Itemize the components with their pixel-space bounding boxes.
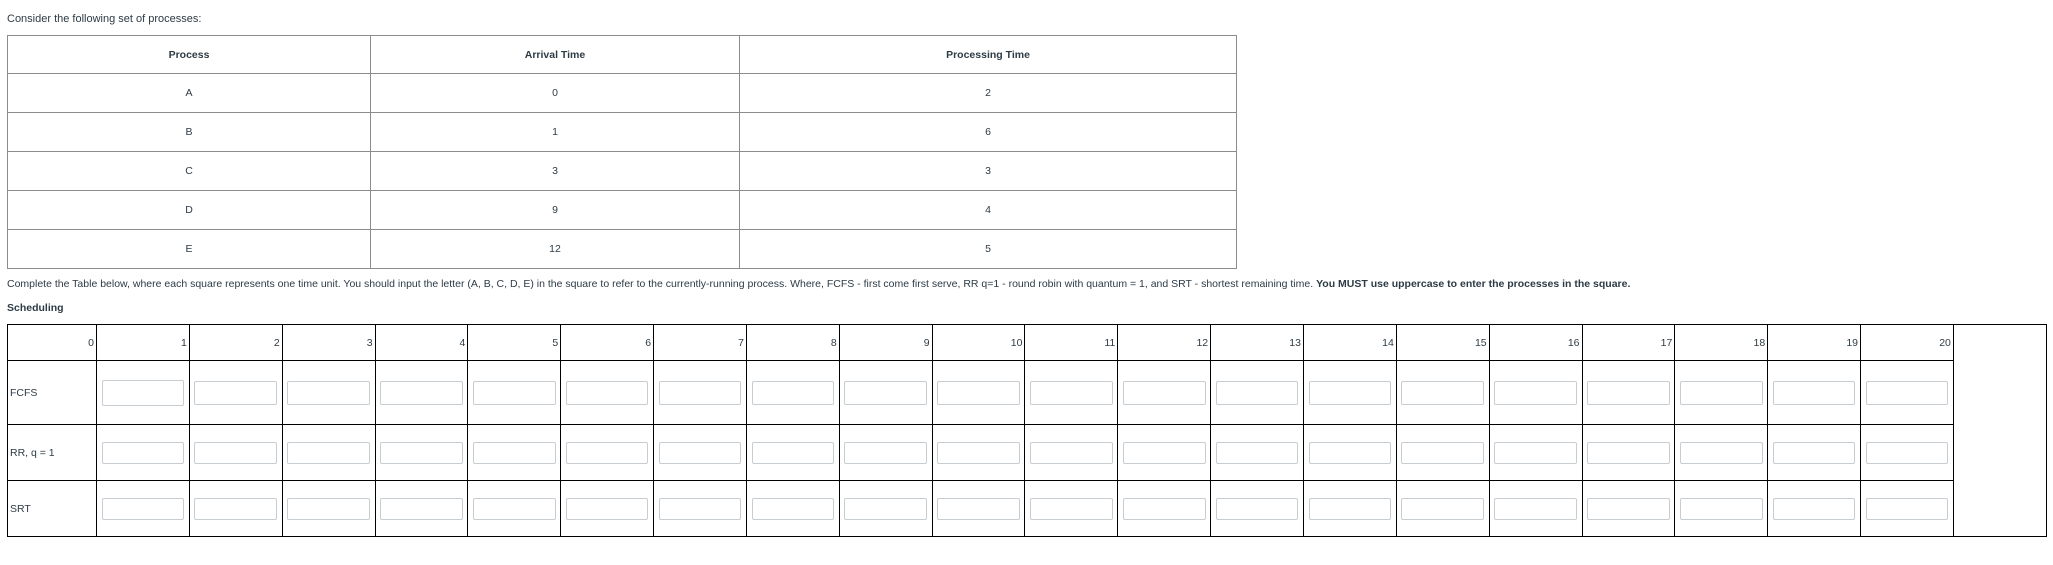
schedule-input[interactable] [1123,442,1206,464]
schedule-input[interactable] [1587,381,1670,405]
schedule-input[interactable] [1494,381,1577,405]
time-mark-19: 19 [1768,325,1861,361]
time-mark-7: 7 [654,325,747,361]
time-mark-4: 4 [375,325,468,361]
schedule-input[interactable] [102,380,185,406]
time-mark-18: 18 [1675,325,1768,361]
schedule-input[interactable] [844,442,927,464]
process-name: E [8,230,371,269]
process-name: C [8,152,371,191]
schedule-input[interactable] [844,381,927,405]
schedule-input[interactable] [1216,442,1299,464]
schedule-input[interactable] [752,381,835,405]
schedule-cell [839,425,932,481]
schedule-cell [1582,361,1675,425]
time-mark-11: 11 [1025,325,1118,361]
schedule-input[interactable] [194,498,277,520]
schedule-input[interactable] [1587,442,1670,464]
schedule-input[interactable] [380,381,463,405]
schedule-cell [1861,481,1954,537]
schedule-input[interactable] [1494,498,1577,520]
time-mark-13: 13 [1211,325,1304,361]
table-row [8,230,1237,269]
time-mark-2: 2 [189,325,282,361]
schedule-input[interactable] [1866,498,1949,520]
time-mark-15: 15 [1396,325,1489,361]
schedule-input[interactable] [1309,498,1392,520]
time-mark-12: 12 [1118,325,1211,361]
schedule-row-srt [8,481,2047,537]
schedule-input[interactable] [473,381,556,405]
time-mark-3: 3 [282,325,375,361]
schedule-cell [468,361,561,425]
header-arrival-time: Arrival Time [371,36,740,74]
schedule-input[interactable] [1030,442,1113,464]
schedule-cell [932,361,1025,425]
schedule-cell [282,425,375,481]
schedule-input[interactable] [287,381,370,405]
time-mark-1: 1 [97,325,190,361]
schedule-cell [932,481,1025,537]
schedule-cell [189,425,282,481]
schedule-input[interactable] [937,498,1020,520]
schedule-input[interactable] [380,442,463,464]
schedule-cell [1118,481,1211,537]
schedule-input[interactable] [102,442,185,464]
schedule-cell [746,425,839,481]
processing-time: 2 [740,74,1237,113]
time-mark-17: 17 [1582,325,1675,361]
scheduling-grid [7,324,2047,537]
schedule-cell [468,425,561,481]
schedule-input[interactable] [1680,442,1763,464]
instructions-body: Complete the Table below, where each square represents one time unit. You should input the letter (A, B, C, D, E) in the square to refer to the currently-running process. Where, FCFS - first come first serve, RR q=1 - round robin with quantum = 1, and SRT - shortest remaining time. [7,278,1314,290]
schedule-input[interactable] [1216,498,1299,520]
schedule-cell [654,481,747,537]
schedule-input[interactable] [752,442,835,464]
schedule-cell [97,425,190,481]
schedule-cell [189,481,282,537]
arrival-time: 12 [371,230,740,269]
schedule-cell [1211,481,1304,537]
header-process: Process [8,36,371,74]
time-mark-20: 20 [1861,325,1954,361]
time-mark-9: 9 [839,325,932,361]
schedule-cell [1489,361,1582,425]
schedule-input[interactable] [566,381,649,405]
schedule-cell [375,481,468,537]
instructions-text [7,278,1630,290]
instructions-emphasis: You MUST use uppercase to enter the processes in the square. [1316,278,1631,290]
arrival-time: 3 [371,152,740,191]
schedule-cell [1025,481,1118,537]
time-mark-16: 16 [1489,325,1582,361]
schedule-cell [1768,361,1861,425]
schedule-cell [1025,425,1118,481]
schedule-input[interactable] [1773,442,1856,464]
processing-time: 3 [740,152,1237,191]
schedule-input[interactable] [287,442,370,464]
process-table [7,35,1237,269]
schedule-input[interactable] [194,442,277,464]
schedule-input[interactable] [194,381,277,405]
schedule-input[interactable] [1401,498,1484,520]
schedule-input[interactable] [1309,381,1392,405]
schedule-cell [1582,425,1675,481]
schedule-input[interactable] [844,498,927,520]
schedule-cell [1118,361,1211,425]
schedule-cell [1303,361,1396,425]
schedule-input[interactable] [1123,381,1206,405]
schedule-cell [468,481,561,537]
table-row [8,191,1237,230]
schedule-input[interactable] [937,442,1020,464]
schedule-cell [1303,425,1396,481]
schedule-cell [97,361,190,425]
schedule-input[interactable] [1866,442,1949,464]
schedule-cell [1489,481,1582,537]
arrival-time: 0 [371,74,740,113]
schedule-cell [1118,425,1211,481]
schedule-cell [1396,481,1489,537]
schedule-input[interactable] [659,442,742,464]
time-mark-10: 10 [932,325,1025,361]
processing-time: 6 [740,113,1237,152]
schedule-cell [282,481,375,537]
schedule-input[interactable] [1401,442,1484,464]
schedule-input[interactable] [380,498,463,520]
schedule-cell [1582,481,1675,537]
schedule-cell [375,361,468,425]
schedule-cell [1675,481,1768,537]
time-mark-14: 14 [1303,325,1396,361]
time-mark-0: 0 [8,325,97,361]
table-row [8,74,1237,113]
process-table-header-row [8,36,1237,74]
processing-time: 4 [740,191,1237,230]
time-mark-row [8,325,2047,361]
process-name: B [8,113,371,152]
schedule-input[interactable] [287,498,370,520]
schedule-input[interactable] [1680,498,1763,520]
schedule-input[interactable] [752,498,835,520]
schedule-input[interactable] [102,498,185,520]
schedule-cell [1861,425,1954,481]
schedule-row-rr-q-1 [8,425,2047,481]
schedule-input[interactable] [1401,381,1484,405]
schedule-cell [746,481,839,537]
schedule-cell [1768,481,1861,537]
schedule-input[interactable] [659,498,742,520]
schedule-input[interactable] [566,498,649,520]
schedule-input[interactable] [1587,498,1670,520]
table-row [8,113,1237,152]
schedule-row-label: FCFS [8,361,97,425]
arrival-time: 1 [371,113,740,152]
schedule-cell [1211,425,1304,481]
schedule-input[interactable] [1309,442,1392,464]
schedule-row-label: RR, q = 1 [8,425,97,481]
schedule-row-fcfs [8,361,2047,425]
schedule-cell [189,361,282,425]
schedule-cell [375,425,468,481]
schedule-input[interactable] [1494,442,1577,464]
schedule-input[interactable] [1773,381,1856,405]
schedule-cell [932,425,1025,481]
schedule-cell [1211,361,1304,425]
scheduling-label: Scheduling [7,302,64,314]
schedule-input[interactable] [1866,381,1949,405]
process-name: A [8,74,371,113]
time-mark-8: 8 [746,325,839,361]
intro-text: Consider the following set of processes: [7,13,202,25]
schedule-row-label: SRT [8,481,97,537]
header-processing-time: Processing Time [740,36,1237,74]
schedule-input[interactable] [566,442,649,464]
schedule-input[interactable] [1030,498,1113,520]
processing-time: 5 [740,230,1237,269]
schedule-cell [1303,481,1396,537]
schedule-cell [1675,361,1768,425]
schedule-cell [746,361,839,425]
schedule-cell [561,361,654,425]
schedule-cell [1396,425,1489,481]
schedule-cell [654,425,747,481]
schedule-cell [654,361,747,425]
schedule-input[interactable] [1030,381,1113,405]
schedule-cell [839,361,932,425]
schedule-cell [561,481,654,537]
schedule-cell [1489,425,1582,481]
schedule-cell [1396,361,1489,425]
schedule-input[interactable] [1123,498,1206,520]
time-mark-6: 6 [561,325,654,361]
time-mark-5: 5 [468,325,561,361]
schedule-input[interactable] [473,498,556,520]
schedule-cell [1861,361,1954,425]
schedule-input[interactable] [1216,381,1299,405]
schedule-input[interactable] [473,442,556,464]
schedule-cell [282,361,375,425]
arrival-time: 9 [371,191,740,230]
schedule-cell [561,425,654,481]
schedule-cell [1675,425,1768,481]
schedule-cell [1768,425,1861,481]
schedule-cell [839,481,932,537]
schedule-input[interactable] [659,381,742,405]
schedule-cell [97,481,190,537]
schedule-cell [1025,361,1118,425]
schedule-input[interactable] [1680,381,1763,405]
table-row [8,152,1237,191]
process-name: D [8,191,371,230]
schedule-input[interactable] [937,381,1020,405]
schedule-input[interactable] [1773,498,1856,520]
